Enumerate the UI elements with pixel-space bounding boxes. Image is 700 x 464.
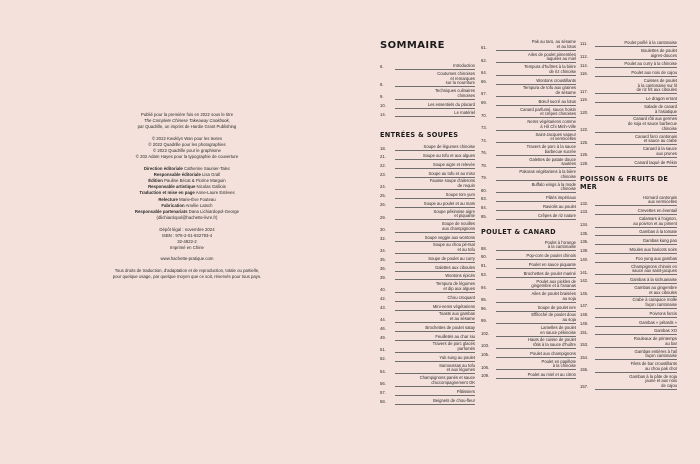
toc-entry (580, 49, 677, 60)
entry-title: Canard farci cantonais et sauce au crabe (595, 135, 677, 146)
toc-entry (380, 282, 475, 293)
toc-entry (481, 351, 576, 358)
entry-title: Gambas à la tomate (595, 230, 677, 236)
toc-entry (481, 280, 576, 291)
page-number: 6. (380, 64, 384, 70)
page-number: 29. (380, 214, 386, 220)
entry-title: Effiloché de poulet doux au soja (496, 313, 576, 324)
entry-title: Gambas à la pâte de soja jaune et aux noix de cajou (595, 375, 677, 390)
entry-title: Cuisses de poulet à la cantonaise sur lit de riz frit aux ciboules (595, 79, 677, 94)
page-number: 40. (380, 287, 386, 293)
entry-title: Raviolis au poulet (496, 205, 576, 211)
entry-title: Galettes de patate douce sautées (496, 158, 576, 169)
entry-title: Champignons chinois en sauce aux saint-jacques (595, 265, 677, 276)
page-number: 145. (580, 290, 589, 296)
entry-title: Poulet poêlé à la cantonaise (595, 41, 677, 47)
entry-title: Travers de porc à la sauce barbecue sucrée (496, 145, 576, 156)
page-number: 112. (580, 53, 588, 59)
entry-title: Wontons épicés (395, 274, 475, 280)
page-number: 9. (380, 94, 384, 99)
toc-entry (481, 262, 576, 269)
entry-title: Poulet à l'orange à la cantonaise (496, 241, 576, 252)
page-number: 103. (481, 343, 490, 349)
page-number: 43. (380, 304, 386, 310)
toc-entry (380, 153, 475, 160)
toc-entry (580, 247, 677, 254)
toc-entry (580, 117, 677, 132)
toc-entry (481, 133, 576, 144)
entry-title: Soupe au tofu et aux algues (395, 154, 475, 160)
page-number: 67. (481, 91, 487, 97)
rights-notice: Tous droits de traduction, d'adaptation et de reproduction, totale ou partielle, pour quelque usage, par quelque moyen que ce soit, réservés pour tous pays. (112, 267, 262, 279)
page-number: 119. (580, 97, 588, 103)
page-number: 56. (380, 381, 386, 387)
colophon (112, 112, 262, 285)
page-number: 102. (481, 330, 490, 336)
page-number: 114. (580, 62, 588, 68)
toc-entry (380, 376, 475, 387)
entry-title: Soupe au poulet et au maïs (395, 202, 475, 208)
page-number: 70. (481, 112, 487, 118)
entry-title: Gambas kung pao (595, 239, 677, 245)
publisher-website: www.hachette-pratique.com (160, 256, 214, 262)
toc-entry (380, 89, 475, 100)
page-number: 106. (481, 364, 490, 370)
toc-entry (380, 334, 475, 341)
page-number: 136. (580, 239, 589, 245)
toc-entry (481, 253, 576, 260)
page-number: 141. (580, 269, 589, 275)
toc-entry (481, 65, 576, 76)
toc-entry (580, 311, 677, 318)
entry-title: Mini-nems végétariens (395, 305, 475, 311)
toc-column-2 (481, 40, 576, 381)
toc-entry (380, 235, 475, 242)
toc-entry (380, 171, 475, 178)
toc-entry (580, 265, 677, 276)
toc-column-3 (580, 40, 677, 392)
entry-title: Les essentiels du placard (395, 103, 475, 109)
entry-title: Soupe tom yum (395, 193, 475, 199)
page-number: 147. (580, 303, 589, 309)
page-number: 61. (481, 45, 487, 50)
entry-title: Tempura de tofu aux graines de sésame (496, 86, 576, 97)
toc-entry (580, 362, 677, 373)
toc-entry (481, 78, 576, 85)
entry-title: Poulet aux noix de cajou (595, 71, 677, 77)
page-number: 22. (380, 163, 386, 169)
page-number: 62. (481, 57, 487, 63)
toc-entry (481, 40, 576, 51)
page-number: 66. (481, 78, 487, 84)
entry-title: Poulet au miel et au citron (496, 373, 576, 379)
page-number: 93. (481, 272, 487, 278)
toc-entry (580, 79, 677, 94)
toc-entry (580, 229, 677, 236)
page-number: 8. (380, 81, 384, 87)
toc-entry (481, 108, 576, 119)
page-number: 155. (580, 367, 589, 373)
toc-entry (380, 102, 475, 109)
entry-title: Samoussas au tofu et aux légumes (395, 364, 475, 375)
toc-entry (481, 183, 576, 194)
toc-entry (580, 328, 677, 335)
page-number: 125. (580, 139, 589, 145)
page-number: 10. (380, 102, 386, 108)
entry-title: Gambas entières à l'ail façon cantonaise (595, 350, 677, 361)
page-number: 139. (580, 248, 589, 254)
entry-title: Pakoras végétariens à la bière chinoise (496, 170, 576, 181)
entry-title: Chou croquant (395, 296, 475, 302)
entry-title: Canard parfumé, sauce hoisin et crêpes chinoises (496, 108, 576, 119)
toc-entry (380, 355, 475, 362)
toc-entry (580, 40, 677, 47)
page-number: 142. (580, 278, 589, 284)
entry-title: Soupe veggie aux wontons (395, 236, 475, 242)
page-number: 64. (481, 70, 487, 75)
entry-title: Crêpes de riz nature (496, 214, 576, 220)
toc-entry (380, 144, 475, 151)
entry-title: Techniques culinaires chinoises (395, 89, 475, 100)
toc-list-poultry-cont (580, 40, 677, 167)
toc-entry (481, 241, 576, 252)
toc-entry (380, 192, 475, 199)
entry-title: Le dragon errant (595, 97, 677, 103)
toc-entry (481, 326, 576, 337)
toc-entry (580, 350, 677, 361)
page-number: 90. (481, 254, 487, 260)
entry-title: Soupe de nouilles aux champignons (395, 222, 475, 233)
entry-title: Soupe de poulet ivre (496, 306, 576, 312)
page-number: 21. (380, 154, 386, 160)
entry-title: Soupe pékinoise aigre et piquante (395, 210, 475, 221)
page-number: 140. (580, 257, 589, 263)
entry-title: Lamelles de poulet en sauce pékinoise (496, 326, 576, 337)
entry-title: Beignets de chou-fleur (395, 399, 475, 405)
page-number: 26. (380, 202, 386, 208)
entry-title: Pop-corn de poulet chinois (496, 254, 576, 260)
toc-entry (380, 63, 475, 70)
toc-entry (380, 179, 475, 190)
page-number: 126. (580, 152, 589, 158)
entry-title: Le matériel (395, 111, 475, 117)
toc-entry (380, 243, 475, 254)
page-number: 111. (580, 41, 588, 47)
toc-entry (481, 170, 576, 181)
toc-entry (580, 286, 677, 297)
entry-title: Travers de porc glacés parfumés (395, 342, 475, 353)
toc-entry (380, 110, 475, 117)
entry-title: Galettes aux ciboules (395, 266, 475, 272)
toc-entry (580, 217, 677, 228)
page-number: 76. (481, 150, 487, 156)
page-number: 85. (481, 213, 487, 219)
entry-title: Gambas XO (595, 329, 677, 335)
page-number: 58. (380, 398, 386, 404)
legal-info: Dépôt légal : novembre 2024 ISBN : 978-2-01-932793-4 32-4822-2 Imprimé en Chine (159, 226, 215, 251)
entry-title: Soupe au chou pé-tsaï et au tofu (395, 243, 475, 254)
entry-title: Brochettes de poulet mariné (496, 272, 576, 278)
entry-title: Soupe au tofu et au miso (395, 172, 475, 178)
toc-entry (481, 145, 576, 156)
page-number: 69. (481, 100, 487, 106)
page-number: 116. (580, 71, 588, 77)
toc-entry (481, 313, 576, 324)
toc-entry (380, 325, 475, 332)
entry-title: Calamars à l'oignon, au poivron et au piment (595, 217, 677, 228)
entry-title: Gambas « pétards » (595, 321, 677, 327)
page-number: 148. (580, 312, 589, 318)
page-number: 91. (481, 263, 487, 269)
publication-note: Publié pour la première fois en 2022 sous le titre The Complete Chinese Takeaway Cookbook, par Quadrille, un imprint de Hardie Grant Publishing (137, 112, 237, 130)
toc-entry (380, 222, 475, 233)
page-number: 23. (380, 171, 386, 177)
page-number: 14. (380, 111, 386, 117)
page-number: 133. (580, 209, 589, 215)
entry-title: Crabe à carapace molle façon cantonaise (595, 298, 677, 309)
toc-entry (580, 135, 677, 146)
entry-title: Poivrons farcis (595, 312, 677, 318)
page-number: 51. (380, 347, 386, 353)
page-number: 42. (380, 296, 386, 302)
entry-title: Ailes de poulet braisées au soja (496, 292, 576, 303)
entry-title: Soupe de légumes chinoise (395, 145, 475, 151)
page-number: 25. (380, 193, 386, 199)
entry-title: Introduction (395, 64, 475, 70)
page-number: 57. (380, 390, 386, 396)
page-number: 54. (380, 368, 386, 374)
entry-title: Coutumes chinoises et remarques sur la nourriture (395, 72, 475, 87)
page-number: 96. (481, 305, 487, 311)
entry-title: Soupe de poulet au curry (395, 257, 475, 263)
entry-title: Pak au taro, au sésame et au lotus (496, 40, 576, 51)
toc-entry (380, 162, 475, 169)
toc-list-starters-cont (481, 40, 576, 220)
entry-title: Poulet en sauce piquante (496, 263, 576, 269)
toc-entry (481, 213, 576, 220)
page-number: 99. (481, 318, 487, 324)
toc-entry (380, 210, 475, 221)
toc-entry (481, 120, 576, 131)
toc-entry (380, 398, 475, 405)
toc-entry (580, 105, 677, 116)
entry-title: Ailes de poulet pimentées laquées au miel (496, 53, 576, 64)
page-number: 154. (580, 354, 589, 360)
section-heading-poultry: POULET & CANARD (481, 227, 556, 236)
page-number: 153. (580, 342, 589, 348)
page-number: 35. (380, 257, 386, 263)
page-number: 157. (580, 384, 589, 390)
entry-title: Poulet aux champignons (496, 352, 576, 358)
toc-entry (580, 147, 677, 158)
page-number: 34. (380, 248, 386, 254)
entry-title: Wontons croustillants (496, 79, 576, 85)
entry-title: Boulettes de poulet aigres-douces (595, 49, 677, 60)
toc-entry (481, 338, 576, 349)
toc-list-poultry (481, 241, 576, 379)
entry-title: Poulet au curry à la chinoise (595, 62, 677, 68)
page-number: 39. (380, 274, 386, 280)
toc-entry (380, 342, 475, 353)
original-title: The Complete Chinese Takeaway Cookbook, (143, 118, 231, 124)
toc-entry (380, 364, 475, 375)
entry-title: Canard rôti aux germes de soja et sauce barbecue chinoise (595, 117, 677, 132)
section-heading-starters: ENTRÉES & SOUPES (380, 131, 459, 140)
page-number: 122. (580, 127, 589, 133)
toc-entry (580, 61, 677, 68)
page-number: 132. (580, 200, 589, 206)
page-number: 18. (380, 145, 386, 151)
entry-title: Feuilletés au char siu (395, 335, 475, 341)
entry-title: Rouleaux de printemps au bar (595, 337, 677, 348)
page-number: 52. (380, 356, 386, 362)
entry-title: Fausse soupe d'ailerons de requin (395, 179, 475, 190)
page-number: 94. (481, 284, 487, 290)
page-number: 78. (481, 162, 487, 168)
toc-entry (580, 196, 677, 207)
entry-title: Toasts aux gambas et au sésame (395, 312, 475, 323)
toc-entry (481, 158, 576, 169)
page-number: 49. (380, 334, 386, 340)
staff-credits: Direction éditoriale Catherine Saunier-Talec Responsable éditoriale Lisa Grall Édition Pauline Bécat & Florine Marguin Responsable artistique Nicolas Galliois Traduction et mise en page Anne-Laure Estèves Relecture Marie-Ève Fouteau Fabrication Amélie Latsch Responsable partenariats Dana Lichiardopol-George (dlichiardopol@hachette-livre.fr) (134, 165, 240, 221)
toc-entry (481, 360, 576, 371)
toc-entry (481, 305, 576, 312)
entry-title: Yuk sung au poulet (395, 356, 475, 362)
entry-title: Canard laqué de Pékin (595, 161, 677, 167)
entry-title: Foo yung aux gambas (595, 257, 677, 263)
toc-entry (481, 271, 576, 278)
page-number: 24. (380, 184, 386, 190)
page-number: 80. (481, 187, 487, 193)
entry-title: Buffalo wings à la mode chinoise (496, 183, 576, 194)
entry-title: Crevettes en éventail (595, 209, 677, 215)
entry-title: Homard cantonais aux vermicelles (595, 196, 677, 207)
page-number: 73. (481, 125, 487, 131)
page-number: 128. (580, 160, 589, 166)
toc-entry (380, 72, 475, 87)
toc-entry (380, 304, 475, 311)
toc-entry (481, 86, 576, 97)
entry-title: Poulet en papillote à la chinoise (496, 360, 576, 371)
toc-entry (380, 295, 475, 302)
page-number: 149. (580, 320, 589, 326)
toc-entry (580, 298, 677, 309)
toc-entry (380, 265, 475, 272)
page-number: 88. (481, 245, 487, 251)
page-number: 74. (481, 137, 487, 143)
page-number: 117. (580, 88, 588, 94)
entry-title: Hauts de cuisse de poulet rôtis à la sauce d'huître (496, 338, 576, 349)
entry-title: Tempura d'huîtres à la bière de riz chinoise (496, 65, 576, 76)
toc-entry (580, 277, 677, 284)
toc-entry (580, 256, 677, 263)
entry-title: Soupe aigre et relevée (395, 163, 475, 169)
entry-title: Bœuf sucré au lotus (496, 100, 576, 106)
section-heading-seafood: POISSON & FRUITS DE MER (580, 174, 669, 191)
page-number: 36. (380, 265, 386, 271)
entry-title: Filets de bar croustillants au chou pak choï (595, 362, 677, 373)
copyright-block: © 2022 Kwoklyn Wan pour les textes © 2022 Quadrille pour les photographies © 2022 Quadrille pour le graphisme © 202 Adam Hayes pour la typographie de couverture (135, 135, 239, 160)
toc-entry (580, 208, 677, 215)
page-number: 135. (580, 230, 589, 236)
toc-entry (580, 160, 677, 167)
toc-entry (580, 375, 677, 390)
toc-title: SOMMAIRE (380, 40, 445, 51)
entry-title: Pâtissiers (395, 390, 475, 396)
toc-entry (481, 195, 576, 202)
entry-title: Moules aux haricots noirs (595, 248, 677, 254)
entry-title: Poulet aux pickles de gingembre et à l'ananas (496, 280, 576, 291)
entry-title: Saint-Jacques vapeur et vermicelles (496, 133, 576, 144)
toc-entry (481, 99, 576, 106)
toc-entry (481, 292, 576, 303)
page-number: 46. (380, 326, 386, 332)
toc-list-intro (380, 63, 475, 117)
entry-title: Brochettes de poulet satay (395, 326, 475, 332)
toc-entry (481, 53, 576, 64)
page-number: 120. (580, 109, 589, 115)
toc-entry (380, 312, 475, 323)
toc-entry (380, 273, 475, 280)
toc-entry (580, 337, 677, 348)
entry-title: Pâtés impériaux (496, 196, 576, 202)
toc-entry (380, 201, 475, 208)
entry-title: Nems végétariens comme à Hô Chi Minh-Ville (496, 120, 576, 131)
entry-title: Tempura de légumes et dip aux algues (395, 282, 475, 293)
page-number: 134. (580, 221, 589, 227)
toc-entry (380, 389, 475, 396)
toc-entry (580, 320, 677, 327)
page-number: 30. (380, 227, 386, 233)
entry-title: Gambas au gingembre et aux ciboules (595, 286, 677, 297)
page-number: 83. (481, 196, 487, 202)
page-number: 84. (481, 205, 487, 211)
toc-entry (580, 96, 677, 103)
toc-entry (580, 238, 677, 245)
entry-title: Salade de canard à l'asiatique (595, 105, 677, 116)
toc-entry (481, 204, 576, 211)
page-number: 109. (481, 373, 490, 379)
page-number: 32. (380, 235, 386, 241)
entry-title: Gambas à la sichuanaise (595, 278, 677, 284)
entry-title: Champignons panés et sauce d'accompagnement OK (395, 376, 475, 387)
toc-entry (380, 256, 475, 263)
entry-title: Canard à la sauce aux prunes (595, 147, 677, 158)
toc-column-1 (380, 40, 475, 406)
page-number: 151. (580, 329, 589, 335)
page-number: 95. (481, 297, 487, 303)
page-number: 105. (481, 352, 490, 358)
page-number: 79. (481, 175, 487, 181)
page-number: 44. (380, 317, 386, 323)
toc-list-seafood (580, 196, 677, 391)
toc-entry (481, 372, 576, 379)
toc-list-soups (380, 144, 475, 404)
toc-entry (580, 70, 677, 77)
